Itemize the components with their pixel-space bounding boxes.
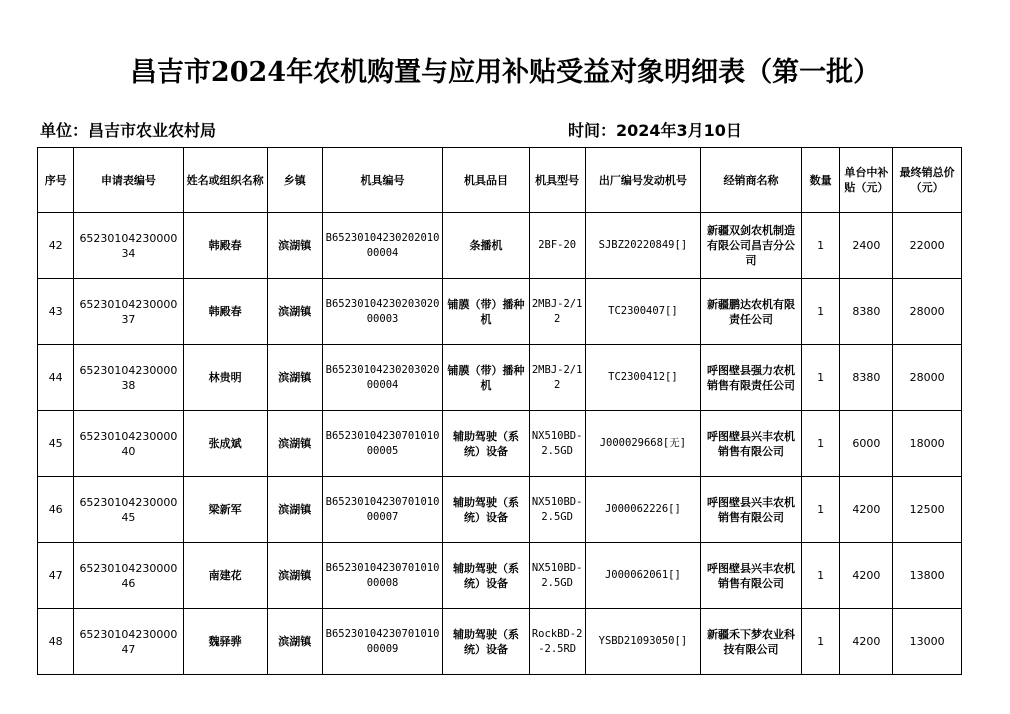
- cell-dealer: 呼图壁县兴丰农机销售有限公司: [701, 477, 802, 543]
- cell-dealer: 新疆鹏达农机有限责任公司: [701, 279, 802, 345]
- cell-quantity: 1: [801, 279, 839, 345]
- table-row: [38, 543, 962, 609]
- header-final-price: 最终销总价（元）: [893, 148, 962, 213]
- header-subsidy: 单台中补贴（元）: [840, 148, 893, 213]
- cell-final-price: 13800: [893, 543, 962, 609]
- cell-subsidy: 4200: [840, 609, 893, 675]
- cell-final-price: 13000: [893, 609, 962, 675]
- cell-serial-no: YSBD21093050[]: [585, 609, 700, 675]
- cell-quantity: 1: [801, 411, 839, 477]
- cell-quantity: 1: [801, 213, 839, 279]
- header-serial-no: 出厂编号发动机号: [585, 148, 700, 213]
- cell-model: NX510BD-2.5GD: [529, 477, 585, 543]
- cell-name: 韩殿春: [183, 279, 267, 345]
- cell-town: 滨湖镇: [267, 279, 322, 345]
- header-quantity: 数量: [801, 148, 839, 213]
- cell-quantity: 1: [801, 477, 839, 543]
- header-category: 机具品目: [443, 148, 529, 213]
- cell-category: 辅助驾驶（系统）设备: [443, 609, 529, 675]
- header-machine-no: 机具编号: [322, 148, 443, 213]
- cell-name: 林贵明: [183, 345, 267, 411]
- cell-town: 滨湖镇: [267, 609, 322, 675]
- cell-application-no: 6523010423000045: [74, 477, 183, 543]
- cell-quantity: 1: [801, 609, 839, 675]
- cell-serial-no: TC2300407[]: [585, 279, 700, 345]
- cell-serial-no: J000062226[]: [585, 477, 700, 543]
- cell-serial-no: J000062061[]: [585, 543, 700, 609]
- cell-machine-no: B6523010423070101000009: [322, 609, 443, 675]
- unit-label: 单位：昌吉市农业农村局: [40, 121, 217, 140]
- cell-category: 铺膜（带）播种机: [443, 279, 529, 345]
- cell-final-price: 22000: [893, 213, 962, 279]
- cell-index: 45: [38, 411, 74, 477]
- cell-town: 滨湖镇: [267, 477, 322, 543]
- header-application-no: 申请表编号: [74, 148, 183, 213]
- cell-dealer: 呼图壁县兴丰农机销售有限公司: [701, 543, 802, 609]
- header-dealer: 经销商名称: [701, 148, 802, 213]
- cell-quantity: 1: [801, 543, 839, 609]
- cell-town: 滨湖镇: [267, 345, 322, 411]
- cell-quantity: 1: [801, 345, 839, 411]
- cell-category: 铺膜（带）播种机: [443, 345, 529, 411]
- cell-dealer: 新疆禾下梦农业科技有限公司: [701, 609, 802, 675]
- cell-index: 43: [38, 279, 74, 345]
- cell-application-no: 6523010423000037: [74, 279, 183, 345]
- cell-town: 滨湖镇: [267, 213, 322, 279]
- cell-model: RockBD-2-2.5RD: [529, 609, 585, 675]
- cell-final-price: 28000: [893, 345, 962, 411]
- cell-category: 辅助驾驶（系统）设备: [443, 477, 529, 543]
- page-title: 昌吉市2024年农机购置与应用补贴受益对象明细表（第一批）: [129, 57, 881, 88]
- cell-name: 梁新军: [183, 477, 267, 543]
- cell-subsidy: 4200: [840, 477, 893, 543]
- cell-serial-no: J000029668[无]: [585, 411, 700, 477]
- cell-subsidy: 8380: [840, 279, 893, 345]
- cell-final-price: 28000: [893, 279, 962, 345]
- cell-name: 韩殿春: [183, 213, 267, 279]
- cell-model: 2MBJ-2/12: [529, 345, 585, 411]
- cell-final-price: 18000: [893, 411, 962, 477]
- cell-index: 42: [38, 213, 74, 279]
- cell-machine-no: B6523010423020302000004: [322, 345, 443, 411]
- table-row: [38, 609, 962, 675]
- cell-index: 44: [38, 345, 74, 411]
- cell-model: 2BF-20: [529, 213, 585, 279]
- cell-category: 辅助驾驶（系统）设备: [443, 411, 529, 477]
- table-header-row: [38, 148, 962, 213]
- cell-application-no: 6523010423000040: [74, 411, 183, 477]
- cell-machine-no: B6523010423020302000003: [322, 279, 443, 345]
- cell-subsidy: 8380: [840, 345, 893, 411]
- header-index: 序号: [38, 148, 74, 213]
- cell-machine-no: B6523010423020201000004: [322, 213, 443, 279]
- header-town: 乡镇: [267, 148, 322, 213]
- cell-dealer: 呼图壁县强力农机销售有限责任公司: [701, 345, 802, 411]
- cell-final-price: 12500: [893, 477, 962, 543]
- cell-machine-no: B6523010423070101000008: [322, 543, 443, 609]
- cell-name: 南建花: [183, 543, 267, 609]
- table-row: [38, 279, 962, 345]
- subsidy-table: [37, 147, 962, 675]
- cell-machine-no: B6523010423070101000007: [322, 477, 443, 543]
- table-row: [38, 213, 962, 279]
- cell-application-no: 6523010423000038: [74, 345, 183, 411]
- cell-subsidy: 4200: [840, 543, 893, 609]
- date-label: 时间：2024年3月10日: [568, 121, 742, 140]
- cell-subsidy: 6000: [840, 411, 893, 477]
- cell-subsidy: 2400: [840, 213, 893, 279]
- cell-index: 46: [38, 477, 74, 543]
- cell-dealer: 新疆双剑农机制造有限公司昌吉分公司: [701, 213, 802, 279]
- cell-dealer: 呼图壁县兴丰农机销售有限公司: [701, 411, 802, 477]
- cell-machine-no: B6523010423070101000005: [322, 411, 443, 477]
- cell-serial-no: SJBZ20220849[]: [585, 213, 700, 279]
- cell-application-no: 6523010423000046: [74, 543, 183, 609]
- header-name: 姓名或组织名称: [183, 148, 267, 213]
- cell-model: NX510BD-2.5GD: [529, 411, 585, 477]
- cell-model: 2MBJ-2/12: [529, 279, 585, 345]
- cell-category: 辅助驾驶（系统）设备: [443, 543, 529, 609]
- cell-index: 48: [38, 609, 74, 675]
- cell-application-no: 6523010423000047: [74, 609, 183, 675]
- cell-model: NX510BD-2.5GD: [529, 543, 585, 609]
- cell-name: 魏驿骅: [183, 609, 267, 675]
- cell-serial-no: TC2300412[]: [585, 345, 700, 411]
- cell-name: 张成斌: [183, 411, 267, 477]
- table-row: [38, 411, 962, 477]
- cell-town: 滨湖镇: [267, 411, 322, 477]
- cell-index: 47: [38, 543, 74, 609]
- cell-category: 条播机: [443, 213, 529, 279]
- header-model: 机具型号: [529, 148, 585, 213]
- table-row: [38, 477, 962, 543]
- cell-town: 滨湖镇: [267, 543, 322, 609]
- cell-application-no: 6523010423000034: [74, 213, 183, 279]
- table-row: [38, 345, 962, 411]
